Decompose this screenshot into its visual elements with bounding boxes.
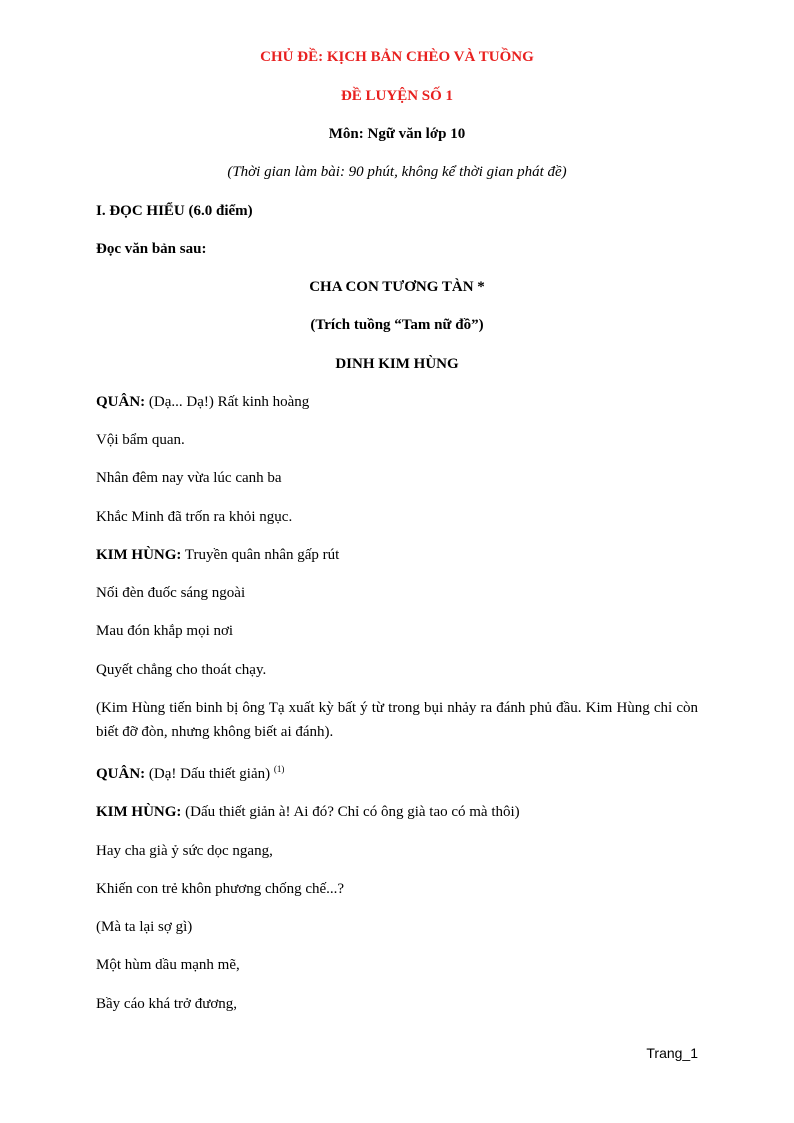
script-line: Khiến con trẻ khôn phương chống chế...?: [96, 881, 345, 897]
footnote-marker: (1): [273, 764, 285, 774]
dialogue-text: Truyền quân nhân gấp rút: [181, 547, 340, 563]
speaker-label: QUÂN:: [96, 766, 146, 782]
script-line: Quyết chẳng cho thoát chạy.: [96, 662, 267, 678]
dialogue-text: (Dạ! Dấu thiết giản): [145, 766, 274, 782]
script-line: Hay cha già ỷ sức dọc ngang,: [96, 843, 273, 859]
time-note: (Thời gian làm bài: 90 phút, không kể thời gian phát đề): [227, 164, 567, 180]
script-line: Một hùm dầu mạnh mẽ,: [96, 957, 240, 973]
exam-number: ĐỀ LUYỆN SỐ 1: [340, 88, 454, 104]
script-line: Khắc Minh đã trốn ra khỏi ngục.: [96, 509, 293, 525]
topic-title: CHỦ ĐỀ: KỊCH BẢN CHÈO VÀ TUỒNG: [260, 49, 534, 65]
dialogue-text: (Dạ... Dạ!) Rất kinh hoàng: [145, 394, 310, 410]
script-line: [96, 764, 698, 784]
reading-instruction: Đọc văn bản sau:: [96, 241, 207, 257]
script-line: Vội bẩm quan.: [96, 432, 185, 448]
section-heading: I. ĐỌC HIỂU (6.0 điểm): [96, 203, 253, 219]
script-line: [96, 545, 698, 565]
stage-direction: (Kim Hùng tiến binh bị ông Tạ xuất kỳ bất ý từ trong bụi nhảy ra đánh phủ đầu. Kim Hùng chỉ còn biết đỡ đòn, nhưng không biết ai đánh).: [96, 700, 698, 740]
script-line: Nối đèn đuốc sáng ngoài: [96, 585, 246, 601]
subject-line: Môn: Ngữ văn lớp 10: [328, 126, 466, 142]
excerpt-title: CHA CON TƯƠNG TÀN *: [309, 279, 485, 295]
script-line: Bầy cáo khá trở đương,: [96, 996, 238, 1012]
speaker-label: KIM HÙNG:: [96, 547, 182, 563]
speaker-label: KIM HÙNG:: [96, 804, 182, 820]
dialogue-text: (Dấu thiết giản à! Ai đó? Chỉ có ông già tao có mà thôi): [181, 804, 520, 820]
script-line: [96, 392, 698, 412]
scene-heading: DINH KIM HÙNG: [335, 356, 459, 372]
excerpt-subtitle: (Trích tuồng “Tam nữ đồ”): [310, 317, 484, 333]
script-line: Mau đón khắp mọi nơi: [96, 623, 234, 639]
script-line: Nhân đêm nay vừa lúc canh ba: [96, 470, 282, 486]
script-line: (Mà ta lại sợ gì): [96, 919, 193, 935]
speaker-label: QUÂN:: [96, 394, 146, 410]
page-number: Trang_1: [646, 1045, 698, 1061]
script-line: [96, 802, 698, 822]
